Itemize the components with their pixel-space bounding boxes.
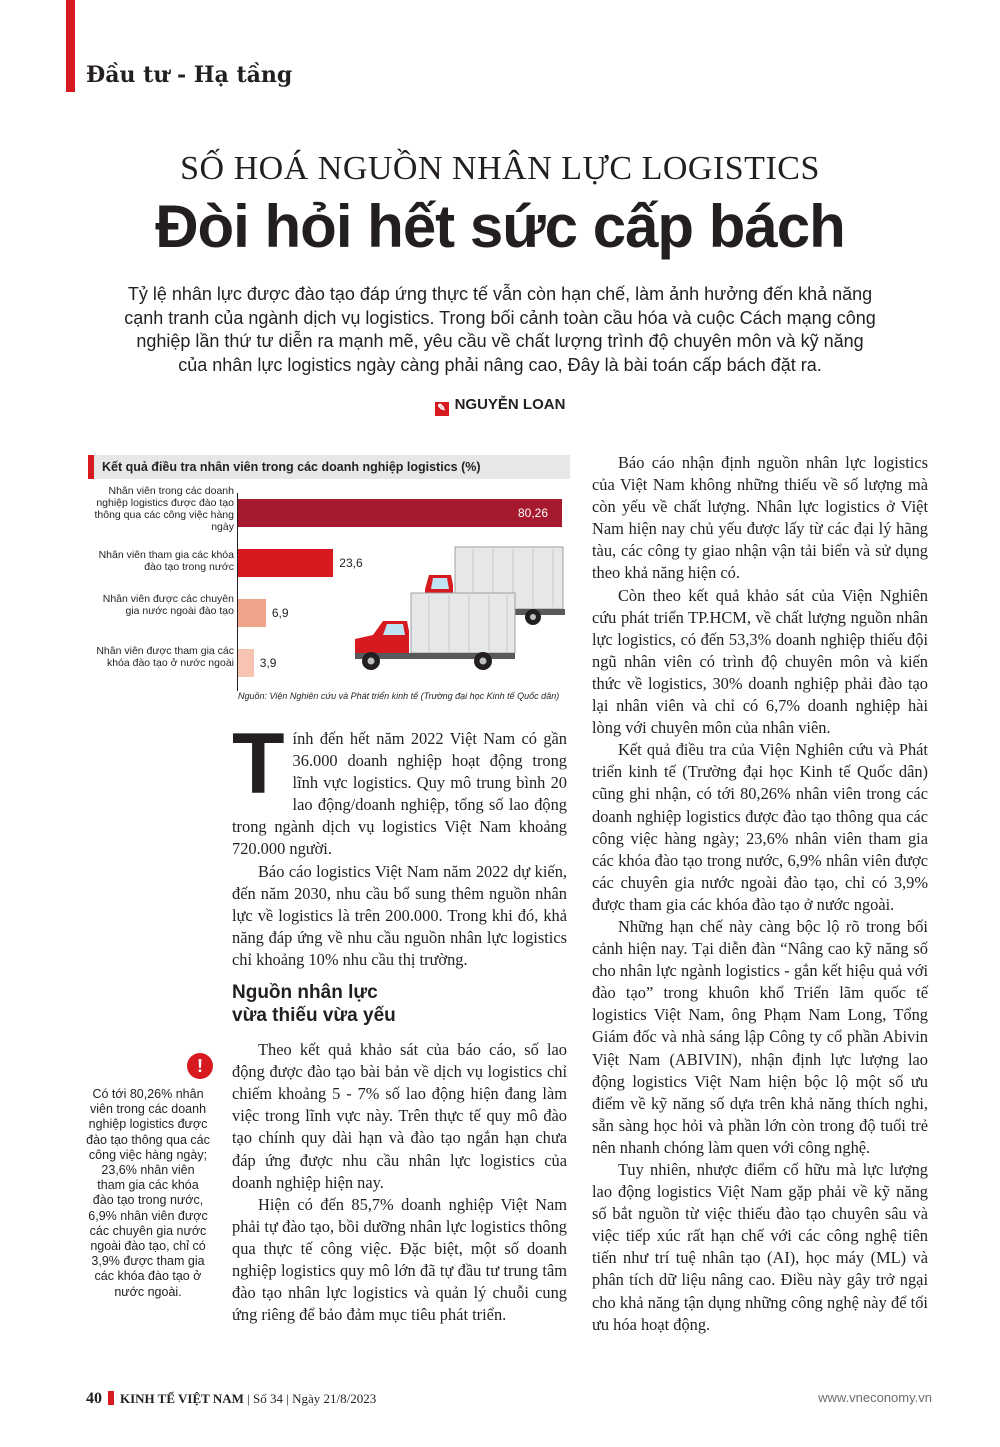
- byline: [0, 396, 1000, 416]
- paragraph: Những hạn chế này càng bộc lộ rõ trong bối cảnh hiện nay. Tại diễn đàn “Nâng cao kỹ năng số cho nhân lực ngành logistics - gắn kết hiệu quả với đào tạo” trong khuôn khổ Triển lãm quốc tế logistics Việt Nam, ông Phạm Nam Long, Tổng Giám đốc và nhà sáng lập Công ty cổ phần Abivin Việt Nam (ABIVIN), nhận định lực lượng lao động logistics Việt Nam hiện bộc lộ một số ưu điểm về kỹ năng số dựa trên khả năng thích nghi, sẵn sàng học hỏi và phần lớn còn trong độ tuổi trẻ nên nhanh chóng làm quen với công nghệ.: [592, 916, 928, 1157]
- paragraph: Theo kết quả khảo sát của báo cáo, số lao động được đào tạo bài bản về dịch vụ logistics chỉ chiếm khoảng 5 - 7% số lao động hiện đang làm việc trong lĩnh vực này. Trên thực tế quy mô đào tạo chính quy dài hạn và đào tạo ngắn hạn chưa đáp ứng được nhu cầu nhân lực logistics của doanh nghiệp hiện nay.: [232, 1040, 567, 1192]
- article-sapo: Tỷ lệ nhân lực được đào tạo đáp ứng thực tế vẫn còn hạn chế, làm ảnh hưởng đến khả năng cạnh tranh của ngành dịch vụ logistics. Trong bối cảnh toàn cầu hóa và cuộc Cách mạng công nghiệp lần thứ tư diễn ra mạnh mẽ, yêu cầu về chất lượng trình độ chuyên môn và kỹ năng của nhân lực logistics ngày càng phải nâng cao, Đây là bài toán cấp bách đặt ra.: [124, 284, 876, 375]
- chart-source: Nguồn: Viện Nghiên cứu và Phát triển kinh tế (Trường đại học Kinh tế Quốc dân): [238, 691, 560, 701]
- column-right: [592, 452, 928, 1336]
- paragraph: Còn theo kết quả khảo sát của Viện Nghiên cứu phát triển TP.HCM, về chất lượng nguồn nhân lực logistics, có đến 53,3% doanh nghiệp thiếu đội ngũ nhân viên có trình độ chuyên môn và kiến thức về logistics, 30% doanh nghiệp phải đào tạo lại nhân viên và chỉ có 6,7% doanh nghiệp hài lòng với chuyên môn của nhân viên.: [592, 585, 928, 738]
- category-label: Nhân viên tham gia các khóa đào tạo trong nước: [98, 549, 234, 573]
- chart-title: Kết quả điều tra nhân viên trong các doanh nghiệp logistics (%): [88, 455, 570, 479]
- author-name: NGUYỄN LOAN: [454, 396, 566, 413]
- data-label: 3,9: [259, 656, 277, 670]
- category-label: Nhân viên được tham gia các khóa đào tạo ở nước ngoài: [96, 645, 234, 669]
- paragraph: Hiện có đến 85,7% doanh nghiệp Việt Nam phải tự đào tạo, bồi dưỡng nhân lực logistics thông qua thực tế công việc. Đặc biệt, một số doanh nghiệp logistics quy mô lớn đã tự đầu tư trung tâm đào tạo nhân lực logistics và quản lý chuỗi cung ứng riêng để bảo đảm mục tiêu phát triển.: [232, 1194, 567, 1325]
- header-red-bar: [66, 0, 75, 92]
- paragraph: Kết quả điều tra của Viện Nghiên cứu và Phát triển kinh tế (Trường đại học Kinh tế Quốc dân) cũng ghi nhận, có tới 80,26% nhân viên trong các doanh nghiệp logistics được đào tạo thông qua các công việc hàng ngày; 23,6% nhân viên tham gia các khóa đào tạo trong nước, 6,9% nhân viên được các chuyên gia nước ngoài đào tạo, chỉ có 3,9% được tham gia các khóa đào tạo ở nước ngoài.: [592, 740, 928, 914]
- article-kicker: SỐ HOÁ NGUỒN NHÂN LỰC LOGISTICS: [180, 150, 820, 187]
- drop-cap: T: [232, 716, 285, 812]
- category-label: Nhân viên trong các doanh nghiệp logistics được đào tạo thông qua các công việc hàng ngày: [94, 485, 234, 533]
- subheading-line: vừa thiếu vừa yếu: [232, 1005, 396, 1027]
- article-headline: Đòi hỏi hết sức cấp bách: [155, 193, 845, 260]
- data-label: 6,9: [271, 606, 289, 620]
- data-label: 80,26: [518, 506, 549, 520]
- subheading: [232, 981, 567, 1027]
- bar-chart: [88, 455, 570, 707]
- truck-front: [355, 593, 515, 670]
- sidebar-quote: [86, 1053, 210, 1300]
- subheading-line: Nguồn nhân lực: [232, 982, 378, 1004]
- page-number: 40: [86, 1390, 102, 1407]
- bar: [238, 499, 562, 527]
- paragraph: Tuy nhiên, nhược điểm cố hữu mà lực lượng lao động logistics Việt Nam gặp phải về kỹ năng số bắt nguồn từ việc thiếu đào tạo chuyên sâu và việc tiếp xúc rất hạn chế với các công nghệ tiên tiến như trí tuệ nhân tạo (AI), học máy (ML) và phân tích dữ liệu nâng cao. Điều này gây trở ngại cho khả năng tận dụng những công nghệ này để tối ưu hóa hoạt động.: [592, 1160, 928, 1334]
- page-footer: 40 KINH TẾ VIỆT NAM | Số 34 | Ngày 21/8/2023 www.vneconomy.vn: [86, 1390, 932, 1407]
- sidebar-text: Có tới 80,26% nhân viên trong các doanh nghiệp logistics được đào tạo thông qua các công việc hàng ngày; 23,6% nhân viên tham gia các khóa đào tạo trong nước, 6,9% nhân viên được các chuyên gia nước ngoài đào tạo, chỉ có 3,9% được tham gia các khóa đào tạo ở nước ngoài.: [86, 1087, 210, 1299]
- issue-number: Số 34: [253, 1391, 283, 1406]
- alert-icon: !: [187, 1053, 213, 1079]
- bar: [238, 549, 333, 577]
- data-label: 23,6: [339, 556, 363, 570]
- bar: [238, 649, 254, 677]
- category-label: Nhân viên được các chuyên gia nước ngoài đào tạo: [102, 593, 234, 617]
- paragraph: [232, 716, 567, 861]
- paragraph: Báo cáo logistics Việt Nam năm 2022 dự kiến, đến năm 2030, nhu cầu bổ sung thêm nguồn nhân lực về logistics là trên 200.000. Trong khi đó, khả năng đáp ứng về nhu cầu nguồn nhân lực logistics chỉ khoảng 10% nhu cầu thị trường.: [232, 861, 567, 969]
- bar: [238, 599, 266, 627]
- issue-date: Ngày 21/8/2023: [292, 1391, 377, 1406]
- magazine-name: KINH TẾ VIỆT NAM: [120, 1391, 244, 1406]
- pen-icon: ✎: [435, 402, 449, 416]
- truck-icon: [353, 545, 568, 675]
- footer-square: [108, 1391, 114, 1405]
- website-link[interactable]: www.vneconomy.vn: [818, 1390, 932, 1405]
- paragraph-text: ính đến hết năm 2022 Việt Nam có gần 36.000 doanh nghiệp hoạt động trong lĩnh vực logistics. Quy mô trung bình 20 lao động/doanh nghiệp, tổng số lao động trong ngành dịch vụ logistics Việt Nam khoảng 720.000 người.: [232, 729, 567, 859]
- section-label: Đầu tư - Hạ tầng: [86, 62, 293, 88]
- column-middle: [232, 716, 567, 1326]
- paragraph: Báo cáo nhận định nguồn nhân lực logistics của Việt Nam không những thiếu về số lượng mà còn yếu về chất lượng. Nhân lực logistics ở Việt Nam hiện nay chủ yếu được lấy từ các đại lý hãng tàu, các công ty giao nhận vận tải biển và sử dụng theo khả năng hiện có.: [592, 453, 928, 583]
